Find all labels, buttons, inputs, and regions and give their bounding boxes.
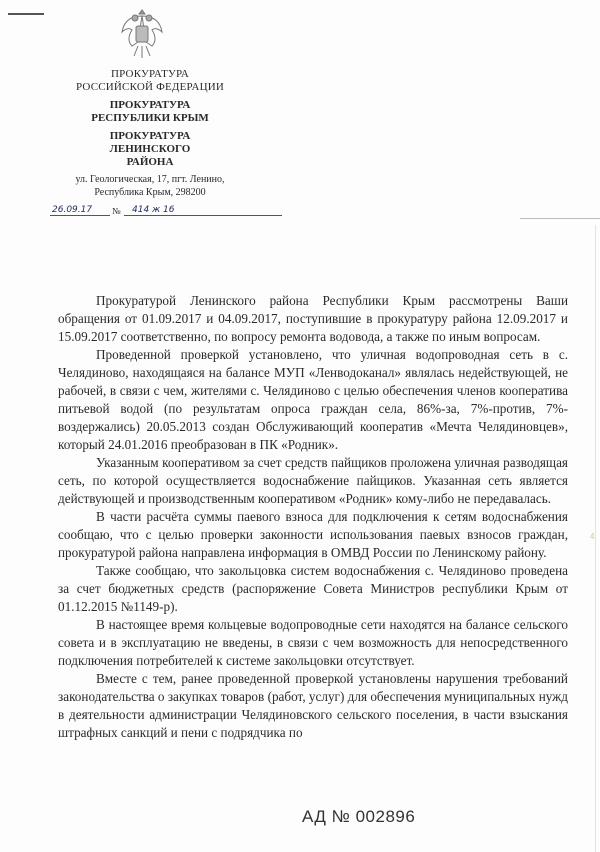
letterhead-line: РОССИЙСКОЙ ФЕДЕРАЦИИ [75, 81, 225, 93]
paragraph: В части расчёта суммы паевого взноса для подключения к сетям водоснабжения сообщаю, что с целью проверки законности использования паевых взносов граждан, прокуратурой района направлена информация в ОМВД России по Ленинскому району. [58, 509, 568, 560]
registration-line [50, 205, 225, 219]
letterhead-line: РАЙОНА [126, 156, 174, 168]
paragraph: Указанным кооперативом за счет средств пайщиков проложена уличная разводящая сеть, по которой осуществляется водоснабжение пайщиков. Указанная сеть является действующей и производственным кооперативом «Родник» кому-либо не передавалась. [58, 455, 568, 506]
scan-artifact-line [8, 13, 44, 15]
registration-number-label: № [112, 206, 121, 216]
letterhead-line: ЛЕНИНСКОГО [109, 143, 191, 155]
paragraph: Вместе с тем, ранее проведенной проверкой установлены нарушения требований законодательства о закупках товаров (работ, услуг) для обеспечения муниципальных нужд в деятельности администрации Челядиновского сельского поселения, в части взыскания штрафных санкций и пени с подрядчика по [58, 671, 568, 740]
address-line: Республика Крым, 298200 [94, 187, 206, 198]
letterhead-line: ПРОКУРАТУРА [109, 99, 191, 111]
letterhead-line: РЕСПУБЛИКИ КРЫМ [91, 112, 209, 124]
paragraph: Также сообщаю, что закольцовка систем водоснабжения с. Челядиново проведена за счет бюджетных средств (распоряжение Совета Министров республики Крым от 01.12.2015 №1149-р). [58, 563, 568, 614]
letterhead-line: ПРОКУРАТУРА [110, 68, 190, 80]
margin-mark: 4 [590, 532, 595, 541]
letterhead [58, 68, 242, 199]
paragraph: Проведенной проверкой установлено, что уличная водопроводная сеть в с. Челядиново, находящаяся на балансе МУП «Ленводоканал» являлась недействующей, не рабочей, в связи с чем, жителями с. Челядиново с целью обеспечения членов кооператива питьевой водой (по результатам опроса граждан села, 86%-за, 7%-против, 7%-воздержались) 20.05.2013 создан Обслуживающий кооператив «Мечта Челядиновцев», который 24.01.2016 преобразован в ПК «Родник». [58, 347, 568, 452]
paragraph: Прокуратурой Ленинского района Республики Крым рассмотрены Ваши обращения от 01.09.2017 и 04.09.2017, поступившие в прокуратуру района 12.09.2017 и 15.09.2017 соответственно, по вопросу ремонта водовода, а также по иным вопросам. [58, 293, 568, 344]
form-serial-number: АД № 002896 [302, 807, 416, 826]
letter-body [58, 292, 568, 742]
registration-number: 414 ж 16 [124, 205, 282, 216]
scan-edge-line [595, 225, 596, 852]
letterhead-line: ПРОКУРАТУРА [109, 130, 191, 142]
coat-of-arms-icon [118, 6, 166, 62]
registration-date: 26.09.17 [50, 205, 110, 216]
scan-divider [520, 218, 600, 219]
address-line: ул. Геологическая, 17, пгт. Ленино, [75, 174, 225, 185]
paragraph: В настоящее время кольцевые водопроводные сети находятся на балансе сельского совета и в эксплуатацию не введены, в связи с чем возможность для непосредственного подключения потребителей к системе закольцовки отсутствует. [58, 617, 568, 668]
